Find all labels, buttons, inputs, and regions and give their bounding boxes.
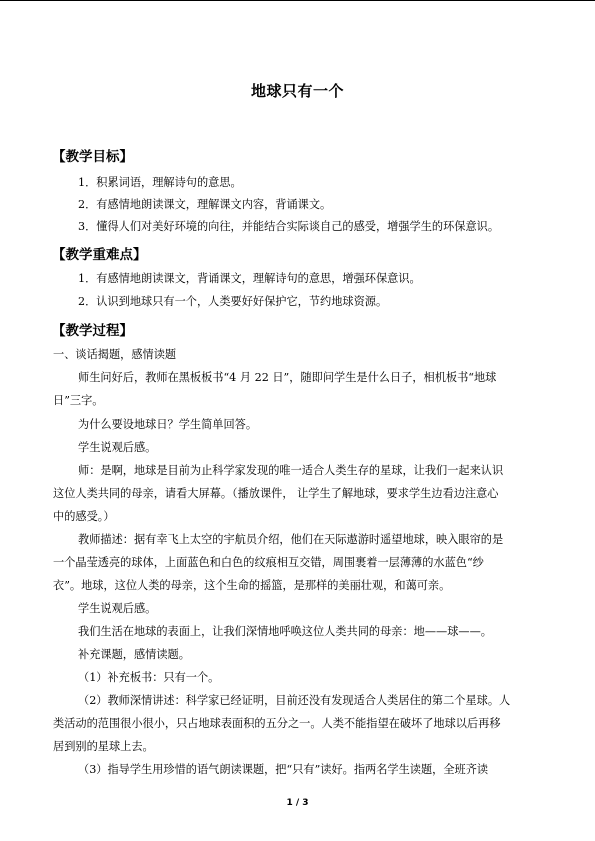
heading-keypoints: 【教学重难点】 (52, 247, 147, 263)
process-line: 居到别的星球上去。 (53, 740, 154, 753)
process-line: （3）指导学生用珍惜的语气朗读课题，把“只有”读好。指两名学生读题，全班齐读 (78, 763, 489, 776)
keypoint-item: 1．有感情地朗读课文，背诵课文，理解诗句的意思，增强环保意识。 (78, 272, 421, 285)
process-line: 中的感受。） (53, 510, 115, 523)
keypoint-item: 2．认识到地球只有一个，人类要好好保护它，节约地球资源。 (78, 295, 388, 308)
process-line: 教师描述：据有幸飞上太空的宇航员介绍，他们在天际遨游时遥望地球，映入眼帘的是 (78, 533, 504, 546)
process-line: 衣”。地球，这位人类的母亲，这个生命的摇篮，是那样的美丽壮观，和蔼可亲。 (53, 579, 451, 592)
process-line: 这位人类共同的母亲，请看大屏幕。（播放课件， 让学生了解地球，要求学生边看边注意心 (53, 487, 499, 500)
process-line: 补充课题，感情读题。 (78, 648, 190, 661)
goal-item: 3．懂得人们对美好环境的向往，并能结合实际谈自己的感受，增强学生的环保意识。 (78, 220, 500, 233)
process-line: 学生说观后感。 (78, 441, 157, 454)
top-rule (0, 0, 595, 1)
process-line: 为什么要设地球日？学生简单回答。 (78, 418, 258, 431)
process-line: 师生问好后，教师在黑板板书“4 月 22 日”，随即问学生是什么日子，相机板书“地球 (78, 371, 497, 384)
goal-item: 2．有感情地朗读课文，理解课文内容，背诵课文。 (78, 198, 332, 211)
process-line: 我们生活在地球的表面上，让我们深情地呼唤这位人类共同的母亲：地——球——。 (78, 625, 492, 638)
process-line: 一个晶莹透亮的球体，上面蓝色和白色的纹痕相互交错，周围裹着一层薄薄的水蓝色“纱 (53, 556, 484, 569)
page-title: 地球只有一个 (250, 82, 344, 100)
process-line: 一、谈话揭题，感情读题 (53, 348, 177, 361)
process-line: 类活动的范围很小很小，只占地球表面积的五分之一。人类不能指望在破坏了地球以后再移 (53, 717, 501, 730)
page-number: 1 / 3 (286, 798, 309, 808)
goal-item: 1．积累词语，理解诗句的意思。 (78, 176, 242, 189)
heading-process: 【教学过程】 (52, 323, 133, 339)
process-line: （2）教师深情讲述：科学家已经证明，目前还没有发现适合人类居住的第二个星球。人 (78, 694, 511, 707)
process-line: 师：是啊，地球是目前为止科学家发现的唯一适合人类生存的星球，让我们一起来认识 (78, 464, 504, 477)
process-line: 学生说观后感。 (78, 602, 157, 615)
process-line: 日”三字。 (53, 394, 104, 407)
process-line: （1）补充板书：只有一个。 (78, 671, 220, 684)
heading-goals: 【教学目标】 (52, 149, 133, 165)
